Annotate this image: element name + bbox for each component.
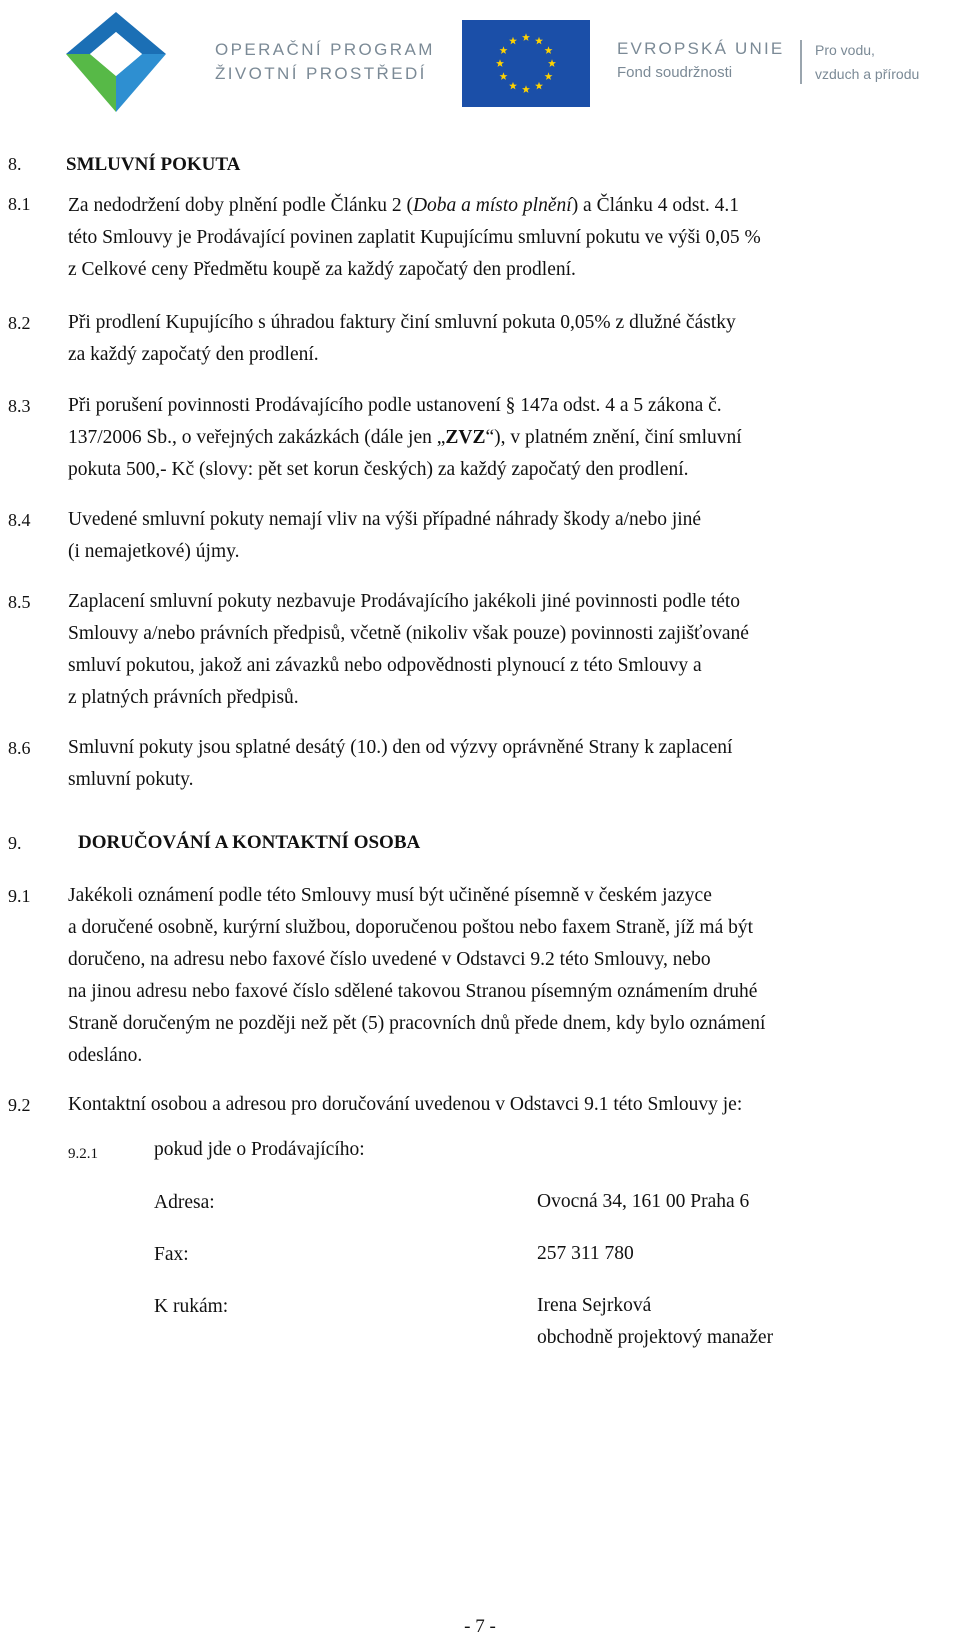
fund-name: Fond soudržnosti (617, 64, 733, 81)
clause-text (68, 1089, 918, 1121)
text-line: Při prodlení Kupujícího s úhradou faktury činí smluvní pokuta 0,05% z dlužné částky (68, 312, 736, 333)
subclause-text: pokud jde o Prodávajícího: (154, 1139, 365, 1160)
fax-value: 257 311 780 (537, 1243, 634, 1264)
text-line: 137/2006 Sb., o veřejných zakázkách (dále jen „ZVZ“), v platném znění, činí smluvní (68, 427, 742, 448)
person-value (537, 1290, 773, 1354)
clause-text (68, 190, 918, 286)
clause-number: 9.2 (8, 1095, 31, 1115)
text-line: na jinou adresu nebo faxové číslo sdělené takovou Stranou písemným oznámením druhé (68, 981, 758, 1002)
clause-text (68, 880, 918, 1072)
slogan-line: Pro vodu, (815, 42, 875, 58)
text-line: smluvní pokuty. (68, 769, 194, 790)
text-line: Uvedené smluvní pokuty nemají vliv na výši případné náhrady škody a/nebo jiné (68, 509, 702, 530)
text-line: Zaplacení smluvní pokuty nezbavuje Prodávajícího jakékoli jiné povinnosti podle této (68, 591, 741, 612)
text-line: z platných právních předpisů. (68, 687, 299, 708)
slogan (815, 38, 955, 86)
text-line: této Smlouvy je Prodávající povinen zaplatit Kupujícímu smluvní pokutu ve výši 0,05 % (68, 227, 761, 248)
text-line: Při porušení povinnosti Prodávajícího podle ustanovení § 147a odst. 4 a 5 zákona č. (68, 395, 722, 416)
text-line: z Celkové ceny Předmětu koupě za každý započatý den prodlení. (68, 259, 576, 280)
section-number: 9. (8, 833, 22, 853)
text-line: Jakékoli oznámení podle této Smlouvy musí být učiněné písemně v českém jazyce (68, 885, 712, 906)
program-name (215, 38, 445, 86)
emphasis: Doba a místo plnění (412, 195, 572, 216)
text-line: (i nemajetkové) újmy. (68, 541, 240, 562)
clause-text (68, 390, 918, 486)
clause-number: 8.2 (8, 313, 31, 333)
header-divider (800, 40, 802, 84)
fax-label: Fax: (154, 1244, 189, 1265)
program-name-line: ŽIVOTNÍ PROSTŘEDÍ (215, 64, 427, 83)
opzp-logo-icon (66, 12, 166, 112)
eu-flag-icon (462, 20, 590, 107)
text-line: Za nedodržení doby plnění podle Článku 2 (Doba a místo plnění) a Článku 4 odst. 4.1 (68, 195, 740, 216)
subclause-number: 9.2.1 (68, 1146, 98, 1162)
text-line: doručeno, na adresu nebo faxové číslo uvedené v Odstavci 9.2 této Smlouvy, nebo (68, 949, 711, 970)
text-line: Straně doručeným ne později než pět (5) pracovních dnů přede dnem, kdy bylo oznámení (68, 1013, 766, 1034)
address-label: Adresa: (154, 1192, 215, 1213)
clause-text (68, 504, 918, 568)
text-line: Kontaktní osobou a adresou pro doručování uvedenou v Odstavci 9.1 této Smlouvy je: (68, 1094, 743, 1115)
clause-number: 8.6 (8, 738, 31, 758)
text-line: za každý započatý den prodlení. (68, 344, 319, 365)
text-line: odesláno. (68, 1045, 143, 1066)
person-role: obchodně projektový manažer (537, 1327, 774, 1348)
slogan-line: vzduch a přírodu (815, 66, 920, 82)
text-line: smluví pokutou, jakož ani závazků nebo odpovědnosti plynoucí z této Smlouvy a (68, 655, 702, 676)
text-line: Smlouvy a/nebo právních předpisů, včetně (nikoliv však pouze) povinnosti zajišťované (68, 623, 749, 644)
clause-text (68, 732, 918, 796)
text-line: pokuta 500,- Kč (slovy: pět set korun českých) za každý započatý den prodlení. (68, 459, 689, 480)
section-title: SMLUVNÍ POKUTA (66, 154, 241, 175)
section-title: DORUČOVÁNÍ A KONTAKTNÍ OSOBA (78, 832, 421, 853)
person-name: Irena Sejrková (537, 1295, 652, 1316)
clause-number: 8.1 (8, 194, 31, 214)
program-name-line: OPERAČNÍ PROGRAM (215, 40, 435, 59)
eu-fund-name (617, 37, 785, 85)
clause-number: 8.3 (8, 396, 31, 416)
text-line: a doručené osobně, kurýrní službou, doporučenou poštou nebo faxem Straně, jíž má být (68, 917, 754, 938)
clause-number: 8.4 (8, 510, 31, 530)
eu-name: EVROPSKÁ UNIE (617, 39, 785, 58)
section-number: 8. (8, 154, 22, 174)
page-number: - 7 - (464, 1616, 496, 1637)
address-value: Ovocná 34, 161 00 Praha 6 (537, 1191, 750, 1212)
clause-number: 9.1 (8, 886, 31, 906)
abbreviation: ZVZ (445, 427, 486, 448)
clause-text (68, 586, 918, 714)
person-label: K rukám: (154, 1296, 229, 1317)
clause-number: 8.5 (8, 592, 31, 612)
text-line: Smluvní pokuty jsou splatné desátý (10.) den od výzvy oprávněné Strany k zaplacení (68, 737, 733, 758)
document-header (0, 0, 960, 120)
clause-text (68, 307, 918, 371)
